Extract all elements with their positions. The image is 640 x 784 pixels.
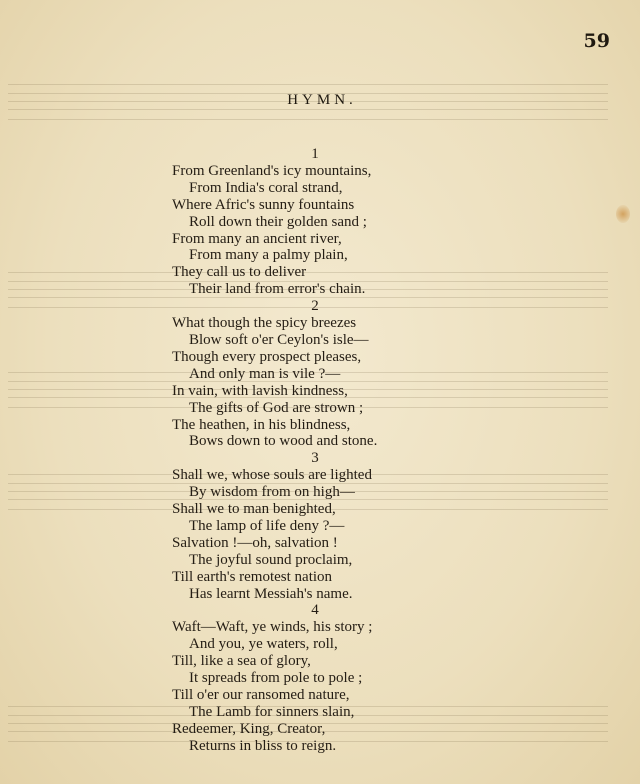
verse-line: Redeemer, King, Creator, [172,720,326,737]
stanza-4 [172,602,432,754]
stanza-number: 4 [311,602,319,619]
hymn-title: HYMN. [287,92,357,108]
verse-line: What though the spicy breezes [172,315,357,332]
verse-line: The lamp of life deny ?— [189,517,345,534]
verse-line: Where Afric's sunny fountains [172,196,355,213]
verse-line: Though every prospect pleases, [172,348,362,365]
verse-line: Has learnt Messiah's name. [189,585,353,602]
verse-line: By wisdom from on high— [189,484,355,501]
hymn-text [172,146,432,755]
verse-line: From many an ancient river, [172,230,342,247]
verse-line: Returns in bliss to reign. [189,737,337,754]
verse-line: Shall we to man benighted, [172,501,336,518]
verse-line: The Lamb for sinners slain, [189,703,355,720]
stanza-1 [172,146,432,298]
verse-line: Till o'er our ransomed nature, [172,687,350,703]
verse-line: Their land from error's chain. [189,281,366,298]
stanza-number: 2 [311,298,319,315]
verse-line: They call us to deliver [172,264,307,281]
stanza-number: 1 [311,146,319,162]
verse-line: Bows down to wood and stone. [189,433,378,450]
verse-line: Roll down their golden sand ; [189,213,367,230]
page-number: 59 [583,30,610,52]
verse-line: And you, ye waters, roll, [189,636,338,653]
stanza-2 [172,298,432,450]
verse-line: The joyful sound proclaim, [189,551,353,568]
stanza-number: 3 [311,450,319,467]
verse-line: Waft—Waft, ye winds, his story ; [172,619,373,636]
verse-line: The gifts of God are strown ; [189,399,364,416]
verse-line: Shall we, whose souls are lighted [172,467,372,484]
verse-line: The heathen, in his blindness, [172,416,351,433]
verse-line: Salvation !—oh, salvation ! [172,534,338,551]
verse-line: From India's coral strand, [189,179,343,196]
verse-line: From Greenland's icy mountains, [172,162,372,179]
verse-line: In vain, with lavish kindness, [172,382,348,399]
verse-line: Till, like a sea of glory, [172,653,311,670]
stanza-3 [172,450,432,602]
verse-line: And only man is vile ?— [189,365,341,382]
verse-line: It spreads from pole to pole ; [189,670,363,687]
verse-line: Till earth's remotest nation [172,568,333,585]
verse-line: From many a palmy plain, [189,247,348,264]
verse-line: Blow soft o'er Ceylon's isle— [189,331,369,348]
paper-stain [616,205,630,223]
